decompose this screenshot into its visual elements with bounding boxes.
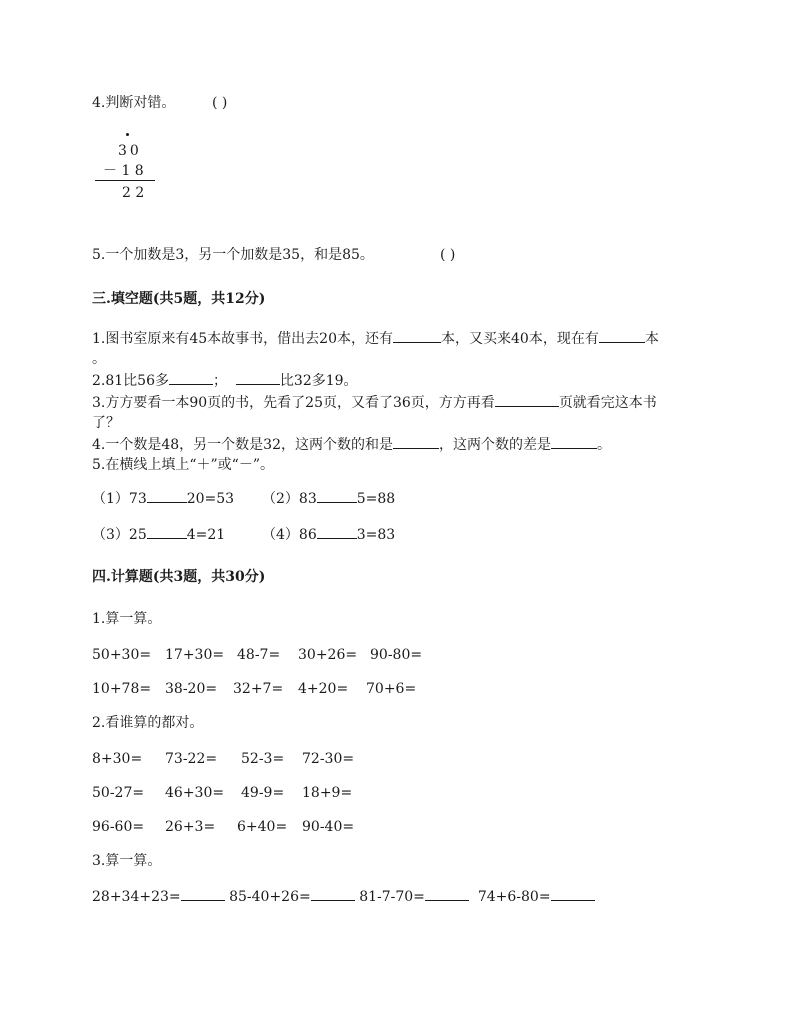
s3-q1-text-b: 本，又买来40本，现在有 <box>441 331 599 347</box>
section4-title: 四.计算题(共3题，共30分) <box>92 569 266 585</box>
calc-row2-c1: 10+78= <box>92 681 152 697</box>
s3-q2 <box>92 372 358 390</box>
calc-row6-c3: 81-7-70= <box>359 889 425 905</box>
s3-q1-text-c: 本 <box>644 331 659 347</box>
calc-row4-c1: 50-27= <box>92 785 145 801</box>
calc-row4-c4: 18+9= <box>302 785 353 801</box>
calc-row3-c2: 73-22= <box>165 751 218 767</box>
q4-text: 4.判断对错。 <box>92 95 176 111</box>
calc-row2-c4: 4+20= <box>298 681 349 697</box>
section3-title: 三.填空题(共5题，共12分) <box>92 291 266 307</box>
s3-q2-text-a: 2.81比56多 <box>92 373 169 389</box>
s3-q5-item2 <box>262 490 395 508</box>
calc-row1-c4: 30+26= <box>298 647 358 663</box>
calc-row6-blank4[interactable] <box>551 888 595 901</box>
item3-label: （3）25 <box>92 527 147 543</box>
s3-q4-blank2[interactable] <box>551 436 597 449</box>
calc-row6-c4: 74+6-80= <box>477 889 551 905</box>
item3-tail: 4=21 <box>186 527 226 543</box>
s3-q3-blank[interactable] <box>495 394 559 407</box>
item2-blank[interactable] <box>317 490 357 503</box>
vertical-top: 30 <box>118 143 142 159</box>
item1-label: （1）73 <box>92 491 147 507</box>
s3-q3-text-a: 3.方方要看一本90页的书，先看了25页，又看了36页，方方再看 <box>92 395 495 411</box>
s4-q2: 2.看谁算的都对。 <box>92 715 204 731</box>
s3-q1-text-a: 1.图书室原来有45本故事书，借出去20本，还有 <box>92 331 393 347</box>
calc-row6-blank2[interactable] <box>311 888 355 901</box>
s4-q1: 1.算一算。 <box>92 611 162 627</box>
item2-label: （2）83 <box>262 491 317 507</box>
s3-q3-line2: 了？ <box>92 415 120 431</box>
calc-row6-blank1[interactable] <box>181 888 225 901</box>
calc-row3-c1: 8+30= <box>92 751 143 767</box>
calc-row2-c2: 38-20= <box>165 681 218 697</box>
item1-tail: 20=53 <box>186 491 235 507</box>
s4-q3: 3.算一算。 <box>92 853 162 869</box>
calc-row4-c2: 46+30= <box>165 785 225 801</box>
calc-row6-c1: 28+34+23= <box>92 889 181 905</box>
s3-q2-text-c: 比32多19。 <box>279 373 358 389</box>
calc-row5-c3: 6+40= <box>237 819 288 835</box>
calc-row3-c3: 52-3= <box>241 751 285 767</box>
vertical-sub: － 1 8 <box>103 163 144 179</box>
calc-row1-c5: 90-80= <box>370 647 423 663</box>
item3-blank[interactable] <box>147 526 187 539</box>
q4-answer-paren[interactable]: ( ) <box>212 95 228 111</box>
calc-row5-c1: 96-60= <box>92 819 145 835</box>
s3-q4-text-c: 。 <box>597 437 611 453</box>
s3-q5: 5.在横线上填上“＋”或“－”。 <box>92 457 274 473</box>
calc-row2-c5: 70+6= <box>366 681 417 697</box>
s3-q1-blank2[interactable] <box>599 330 645 343</box>
calc-row2-c3: 32+7= <box>233 681 284 697</box>
calc-row3-c4: 72-30= <box>302 751 355 767</box>
calc-row1-c3: 48-7= <box>237 647 281 663</box>
item1-blank[interactable] <box>147 490 187 503</box>
calc-row1-c2: 17+30= <box>165 647 225 663</box>
s3-q4 <box>92 436 611 454</box>
s3-q5-item1 <box>92 490 234 508</box>
s3-q5-item3 <box>92 526 225 544</box>
item2-tail: 5=88 <box>356 491 396 507</box>
s3-q2-blank2[interactable] <box>236 372 280 385</box>
vertical-result: 2 2 <box>122 185 145 201</box>
calc-row4-c3: 49-9= <box>241 785 285 801</box>
calc-row1-c1: 50+30= <box>92 647 152 663</box>
calc-row5-c4: 90-40= <box>302 819 355 835</box>
calc-row6 <box>92 888 595 906</box>
s3-q5-item4 <box>262 526 395 544</box>
vertical-line <box>95 180 155 181</box>
calc-row5-c2: 26+3= <box>165 819 216 835</box>
q5-text: 5.一个加数是3，另一个加数是35，和是85。 <box>92 247 374 263</box>
s3-q4-blank1[interactable] <box>393 436 439 449</box>
s3-q1-line2: 。 <box>92 351 106 367</box>
s3-q3-text-b: 页就看完这本书 <box>558 395 657 411</box>
item4-blank[interactable] <box>317 526 357 539</box>
s3-q4-text-a: 4.一个数是48，另一个数是32，这两个数的和是 <box>92 437 393 453</box>
s3-q2-blank1[interactable] <box>169 372 213 385</box>
calc-row6-c2: 85-40+26= <box>229 889 311 905</box>
s3-q3-line1 <box>92 394 657 412</box>
item4-tail: 3=83 <box>356 527 396 543</box>
s3-q2-text-b: ； <box>213 373 227 389</box>
calc-row6-blank3[interactable] <box>425 888 469 901</box>
s3-q1-line1 <box>92 330 659 348</box>
item4-label: （4）86 <box>262 527 317 543</box>
carry-dot <box>126 133 129 136</box>
q5-answer-paren[interactable]: ( ) <box>440 247 456 263</box>
s3-q1-blank1[interactable] <box>393 330 441 343</box>
s3-q4-text-b: ，这两个数的差是 <box>439 437 551 453</box>
